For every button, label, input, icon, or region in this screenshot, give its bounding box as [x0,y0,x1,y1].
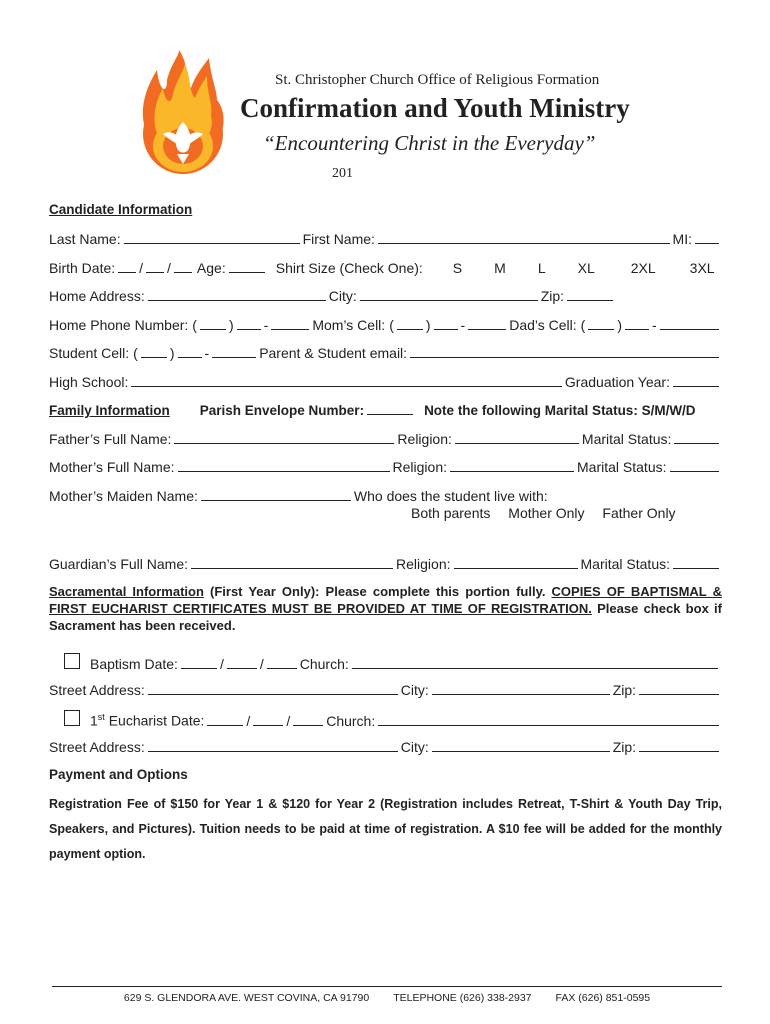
home-phone-prefix[interactable] [237,316,261,330]
sacramental-instructions [49,583,722,634]
lives-with-label: Who does the student live with: [353,488,548,504]
father-name-field[interactable] [174,430,394,444]
email-field[interactable] [410,344,719,358]
envelope-field[interactable] [367,401,413,415]
name-row [49,230,722,250]
eucharist-church-field[interactable] [378,712,719,726]
envelope-label: Parish Envelope Number: [199,403,365,418]
city-field[interactable] [360,287,538,301]
baptism-zip-field[interactable] [639,681,719,695]
certificates-notice: COPIES OF BAPTISMAL & FIRST EUCHARIST CERTIFICATES MUST BE PROVIDED AT TIME OF REGISTRATION. [49,584,722,616]
student-cell-area[interactable] [141,344,167,358]
guardian-religion-label: Religion: [396,556,451,572]
lives-with-mother[interactable]: Mother Only [508,505,585,521]
guardian-religion-field[interactable] [454,555,578,569]
home-phone-area[interactable] [200,316,226,330]
father-religion-label: Religion: [397,431,452,447]
eucharist-day-field[interactable] [253,712,283,726]
shirt-size-xl[interactable]: XL [577,260,595,276]
dads-cell-prefix[interactable] [625,316,649,330]
mother-name-field[interactable] [178,458,390,472]
mother-marital-label: Marital Status: [577,459,667,475]
maiden-name-field[interactable] [201,487,351,501]
father-religion-field[interactable] [455,430,579,444]
baptism-row: Baptism Date: / / Church: [64,653,722,673]
eucharist-street-label: Street Address: [49,739,145,755]
form-title: Confirmation and Youth Ministry [240,93,630,123]
guardian-name-label: Guardian’s Full Name: [49,556,189,572]
email-label: Parent & Student email: [259,345,408,361]
motto: “Encountering Christ in the Everyday” [263,131,596,155]
footer-divider [52,986,722,987]
mi-field[interactable] [695,230,719,244]
phone-row: Home Phone Number: ( ) - Mom’s Cell: ( ) - Dad’s Cell: ( ) - [49,316,722,336]
footer-fax: FAX (626) 851-0595 [555,992,651,1004]
guardian-row [49,555,722,575]
first-name-field[interactable] [378,230,670,244]
footer-address: 629 S. GLENDORA AVE. WEST COVINA, CA 91790 [123,992,370,1004]
eucharist-zip-label: Zip: [612,739,637,755]
student-cell-row: Student Cell: ( ) - Parent & Student email: [49,344,722,364]
eucharist-church-label: Church: [326,713,376,729]
age-field[interactable] [229,259,265,273]
moms-cell-area[interactable] [397,316,423,330]
guardian-marital-field[interactable] [673,555,719,569]
payment-details: Registration Fee of $150 for Year 1 & $120 for Year 2 (Registration includes Retreat, T-Shirt & Youth Day Trip, Speakers, and Pictures). Tuition needs to be paid at time of registration. A $10 fee will be added for the monthly payment option. [49,797,722,861]
last-name-label: Last Name: [49,231,121,247]
first-name-label: First Name: [302,231,375,247]
baptism-church-field[interactable] [352,655,718,669]
eucharist-row: 1st Eucharist Date: / / Church: [64,710,722,730]
birth-year-field[interactable] [174,259,192,273]
shirt-size-l[interactable]: L [537,260,546,276]
payment-heading: Payment and Options [49,767,188,782]
baptism-city-label: City: [400,682,429,698]
family-heading-row [49,401,722,421]
home-phone-label: Home Phone Number: [49,317,189,333]
graduation-year-label: Graduation Year: [564,374,670,390]
dads-cell-line[interactable] [660,316,719,330]
maiden-name-label: Mother’s Maiden Name: [49,488,198,504]
baptism-city-field[interactable] [432,681,610,695]
baptism-day-field[interactable] [227,655,257,669]
last-name-field[interactable] [124,230,300,244]
candidate-info-heading: Candidate Information [49,202,193,217]
sacramental-heading: Sacramental Information [49,584,204,599]
baptism-church-label: Church: [299,656,349,672]
mother-religion-field[interactable] [450,458,574,472]
baptism-date-label: Baptism Date: [90,656,178,672]
footer-telephone: TELEPHONE (626) 338-2937 [393,992,532,1004]
high-school-label: High School: [49,374,129,390]
flame-dove-logo [133,50,233,178]
dads-cell-area[interactable] [588,316,614,330]
baptism-checkbox[interactable] [64,653,80,669]
student-cell-prefix[interactable] [178,344,202,358]
father-name-label: Father’s Full Name: [49,431,172,447]
marital-status-note: Note the following Marital Status: S/M/W/D [424,403,696,418]
address-row [49,287,722,307]
moms-cell-line[interactable] [468,316,506,330]
baptism-year-field[interactable] [267,655,297,669]
sacramental-intro: (First Year Only): Please complete this portion fully. [203,584,552,599]
birth-row: Birth Date: / / Age: Shirt Size (Check One): S M L XL 2XL 3XL [49,260,715,276]
mother-religion-label: Religion: [392,459,448,475]
shirt-size-label: Shirt Size (Check One): [275,260,423,276]
mother-row [49,458,722,478]
graduation-year-field[interactable] [673,373,719,387]
eucharist-zip-field[interactable] [639,738,719,752]
mother-name-label: Mother’s Full Name: [49,459,175,475]
mi-label: MI: [672,231,692,247]
zip-field[interactable] [567,287,613,301]
father-marital-label: Marital Status: [581,431,672,447]
eucharist-street-field[interactable] [148,738,398,752]
year-field: 201 [332,166,353,181]
eucharist-month-field[interactable] [207,712,243,726]
baptism-street-label: Street Address: [49,682,145,698]
family-info-heading: Family Information [49,403,170,418]
eucharist-city-field[interactable] [432,738,610,752]
mother-marital-field[interactable] [670,458,720,472]
lives-with-both[interactable]: Both parents [411,505,491,521]
home-address-field[interactable] [148,287,326,301]
zip-label: Zip: [540,288,565,304]
baptism-street-field[interactable] [148,681,398,695]
eucharist-year-field[interactable] [293,712,323,726]
father-row [49,430,722,450]
guardian-marital-label: Marital Status: [580,556,670,572]
student-cell-label: Student Cell: [49,345,130,361]
baptism-month-field[interactable] [181,655,217,669]
father-marital-field[interactable] [674,430,719,444]
home-phone-line[interactable] [271,316,309,330]
birth-day-field[interactable] [146,259,164,273]
high-school-row [49,373,722,393]
high-school-field[interactable] [131,373,562,387]
baptism-zip-label: Zip: [612,682,637,698]
shirt-size-s[interactable]: S [452,260,463,276]
moms-cell-prefix[interactable] [434,316,458,330]
lives-with-father[interactable]: Father Only [602,505,676,521]
home-address-label: Home Address: [49,288,145,304]
city-label: City: [328,288,357,304]
student-cell-line[interactable] [212,344,256,358]
maiden-row [49,487,722,507]
baptism-address-row [49,681,722,701]
birth-date-label: Birth Date: [49,260,116,276]
shirt-size-m[interactable]: M [494,260,506,276]
organization-name: St. Christopher Church Office of Religious Formation [275,72,600,88]
lives-with-options [411,505,676,521]
age-label: Age: [196,260,226,276]
eucharist-address-row [49,738,722,758]
guardian-name-field[interactable] [191,555,393,569]
shirt-size-2xl[interactable]: 2XL [630,260,656,276]
eucharist-city-label: City: [400,739,429,755]
shirt-size-3xl[interactable]: 3XL [689,260,715,276]
birth-month-field[interactable] [118,259,136,273]
dads-cell-label: Dad’s Cell: [509,317,577,333]
eucharist-checkbox[interactable] [64,710,80,726]
moms-cell-label: Mom’s Cell: [312,317,386,333]
check-box-note: Please check box if Sacrament has been received. [49,601,722,633]
eucharist-date-label: 1st Eucharist Date: [90,712,205,729]
footer [52,992,722,1004]
